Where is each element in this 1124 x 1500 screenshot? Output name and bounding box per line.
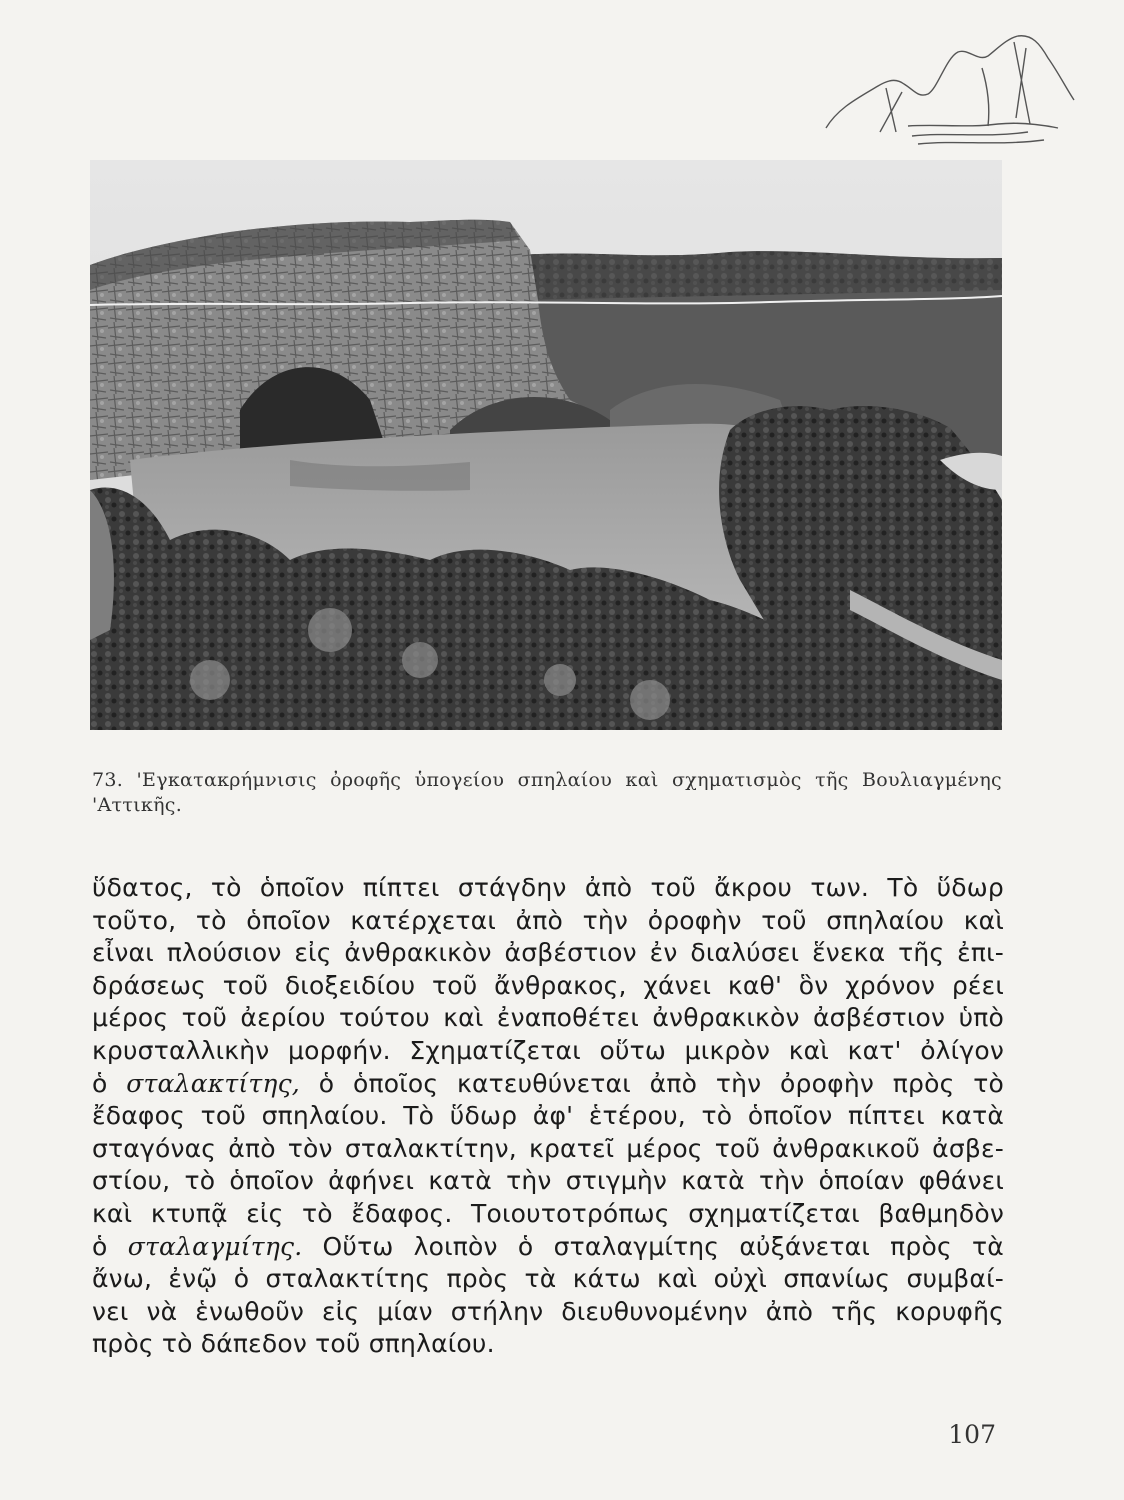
text-segment: ὁ (92, 1068, 127, 1098)
term-stalactite: σταλακτίτης, (126, 1068, 300, 1098)
text-segment: ὁ ὁποῖος κατευθύνεται ἀπὸ τὴν ὀροφὴν πρὸς τὸ (299, 1068, 1004, 1098)
pencil-sketch (818, 28, 1088, 163)
text-line: κρυσταλλικὴν μορφήν. Σχηματίζεται οὕτω μικρὸν καὶ κατ' ὀλίγον (92, 1035, 1004, 1065)
text-line: ἄνω, ἐνῷ ὁ σταλακτίτης πρὸς τὰ κάτω καὶ οὐχὶ σπανίως συμβαί- (92, 1264, 1004, 1294)
text-line: σταγόνας ἀπὸ τὸν σταλακτίτην, κρατεῖ μέρος τοῦ ἀνθρακικοῦ ἀσβε- (92, 1133, 1004, 1163)
text-line: στίου, τὸ ὁποῖον ἀφήνει κατὰ τὴν στιγμὴν κατὰ τὴν ὁποίαν φθάνει (92, 1166, 1004, 1196)
text-line: νει νὰ ἑνωθοῦν εἰς μίαν στήλην διευθυνομένην ἀπὸ τῆς κορυφῆς (92, 1296, 1004, 1326)
text-line: πρὸς τὸ δάπεδον τοῦ σπηλαίου. (92, 1329, 495, 1359)
text-line: ἔδαφος τοῦ σπηλαίου. Τὸ ὕδωρ ἀφ' ἑτέρου, τὸ ὁποῖον πίπτει κατὰ (92, 1101, 1004, 1131)
text-line: τοῦτο, τὸ ὁποῖον κατέρχεται ἀπὸ τὴν ὀροφὴν τοῦ σπηλαίου καὶ (92, 905, 1004, 935)
figure-caption: 73. 'Εγκατακρήμνισις ὀροφῆς ὑπογείου σπηλαίου καὶ σχηματισμὸς τῆς Βουλιαγμένης 'Αττικῆς. (92, 769, 1002, 816)
text-segment: Οὕτω λοιπὸν ὁ σταλαγμίτης αὐξάνεται πρὸς τὰ (302, 1231, 1004, 1261)
text-line (92, 1068, 1004, 1101)
text-segment: ὁ (92, 1231, 128, 1261)
text-line: καὶ κτυπᾷ εἰς τὸ ἔδαφος. Τοιουτοτρόπως σχηματίζεται βαθμηδὸν (92, 1198, 1004, 1228)
lake-photograph (90, 160, 1002, 730)
text-line: μέρος τοῦ ἀερίου τούτου καὶ ἐναποθέτει ἀνθρακικὸν ἀσβέστιον ὑπὸ (92, 1003, 1004, 1033)
body-paragraph (92, 872, 1004, 1361)
text-line: δράσεως τοῦ διοξειδίου τοῦ ἄνθρακος, χάνει καθ' ὃν χρόνον ρέει (92, 970, 1004, 1000)
term-stalagmite: σταλαγμίτης. (127, 1231, 303, 1261)
text-line: ὕδατος, τὸ ὁποῖον πίπτει στάγδην ἀπὸ τοῦ ἄκρου των. Τὸ ὕδωρ (92, 873, 1004, 902)
page-number: 107 (948, 1420, 996, 1449)
text-line (92, 1231, 1004, 1264)
text-line: εἶναι πλούσιον εἰς ἀνθρακικὸν ἀσβέστιον ἐν διαλύσει ἕνεκα τῆς ἐπι- (92, 938, 1004, 968)
